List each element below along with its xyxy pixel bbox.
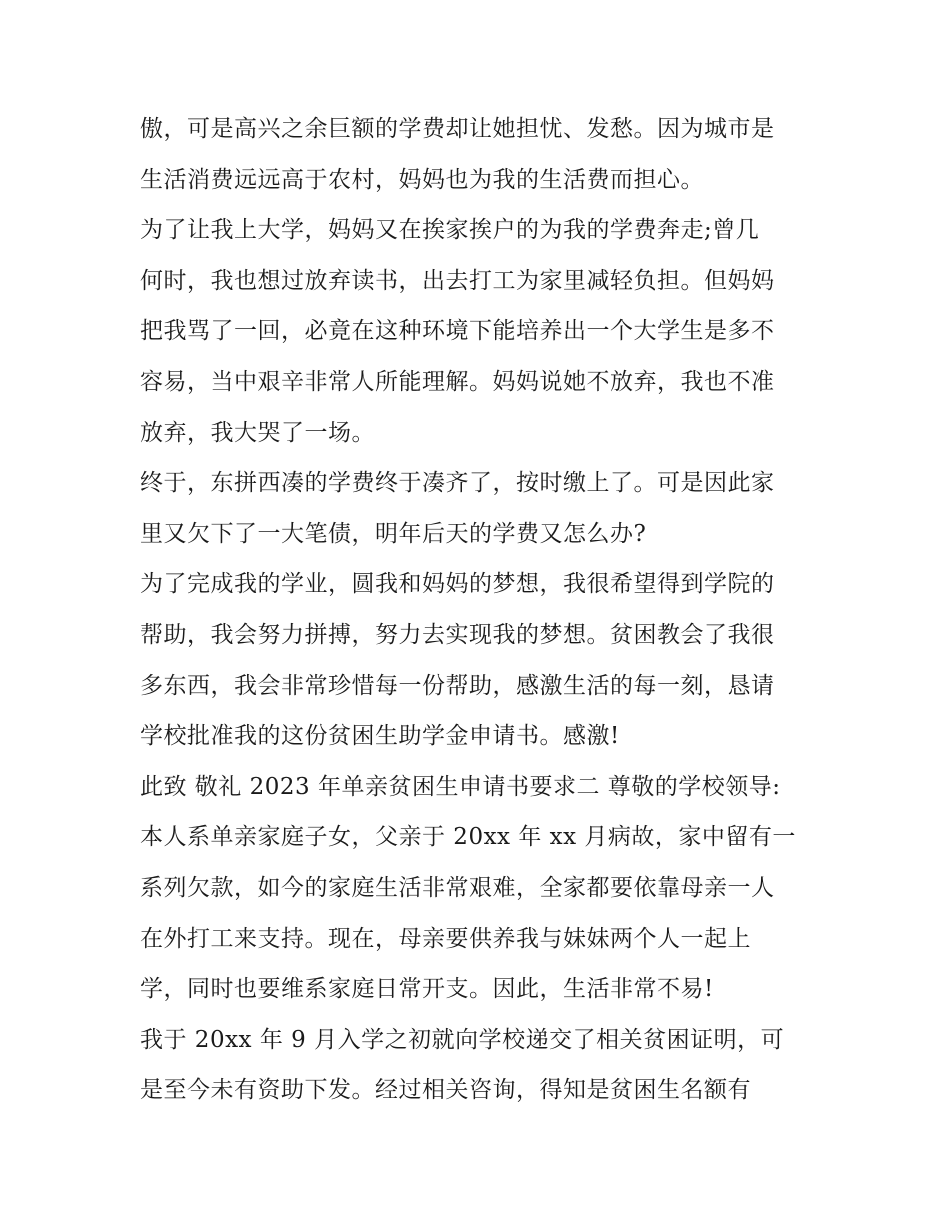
text-line: 本人系单亲家庭子女，父亲于 20xx 年 xx 月病故，家中留有一: [140, 824, 796, 851]
text-line: 是至今未有资助下发。经过相关咨询，得知是贫困生名额有: [140, 1077, 751, 1104]
text-line: 生活消费远远高于农村，妈妈也为我的生活费而担心。: [140, 166, 704, 193]
text-line: 放弃，我大哭了一场。: [140, 419, 375, 446]
text-line: 为了完成我的学业，圆我和妈妈的梦想，我很希望得到学院的: [140, 571, 775, 598]
text-line: 在外打工来支持。现在，母亲要供养我与妹妹两个人一起上: [140, 925, 751, 952]
text-line: 学校批准我的这份贫困生助学金申请书。感激!: [140, 723, 620, 750]
text-line: 系列欠款，如今的家庭生活非常艰难，全家都要依靠母亲一人: [140, 874, 775, 901]
text-line: 我于 20xx 年 9 月入学之初就向学校递交了相关贫困证明，可: [140, 1026, 785, 1053]
text-line: 多东西，我会非常珍惜每一份帮助，感激生活的每一刻，恳请: [140, 672, 775, 699]
text-line: 把我骂了一回，必竟在这种环境下能培养出一个大学生是多不: [140, 318, 775, 345]
text-line: 里又欠下了一大笔债，明年后天的学费又怎么办?: [140, 520, 647, 547]
text-line: 帮助，我会努力拼搏，努力去实现我的梦想。贫困教会了我很: [140, 621, 775, 648]
text-line: 为了让我上大学，妈妈又在挨家挨户的为我的学费奔走;曾几: [140, 217, 760, 244]
text-line: 此致 敬礼 2023 年单亲贫困生申请书要求二 尊敬的学校领导:: [140, 773, 781, 800]
text-line: 学，同时也要维系家庭日常开支。因此，生活非常不易!: [140, 976, 714, 1003]
text-line: 傲，可是高兴之余巨额的学费却让她担忧、发愁。因为城市是: [140, 116, 775, 142]
document-body: [140, 104, 830, 1116]
text-line: 容易，当中艰辛非常人所能理解。妈妈说她不放弃，我也不准: [140, 368, 775, 395]
text-line: 终于，东拼西凑的学费终于凑齐了，按时缴上了。可是因此家: [140, 470, 775, 497]
text-line: 何时，我也想过放弃读书，出去打工为家里减轻负担。但妈妈: [140, 267, 775, 294]
